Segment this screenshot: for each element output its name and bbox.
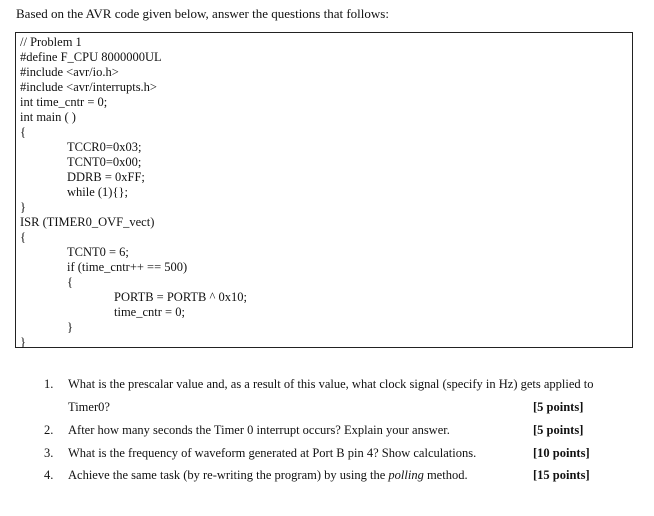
code-line: // Problem 1 — [20, 35, 82, 49]
code-line: ISR (TIMER0_OVF_vect) — [20, 215, 155, 229]
question-text: What is the prescalar value and, as a result of this value, what clock signal (specify in Hz) gets applied to — [68, 377, 594, 391]
code-line: #define F_CPU 8000000UL — [20, 50, 162, 64]
code-line: #include <avr/io.h> — [20, 65, 119, 79]
code-line: PORTB = PORTB ^ 0x10; — [114, 290, 247, 304]
code-block — [15, 32, 633, 348]
code-line: if (time_cntr++ == 500) — [67, 260, 188, 274]
intro-text: Based on the AVR code given below, answer the questions that follows: — [16, 6, 389, 21]
code-line: DDRB = 0xFF; — [67, 170, 145, 184]
question-number: 1. — [44, 377, 54, 391]
code-line: TCNT0=0x00; — [67, 155, 142, 169]
emphasis-polling: polling — [388, 468, 424, 482]
question-points: [5 points] — [533, 400, 584, 414]
question-number: 3. — [44, 446, 54, 460]
question-text-continued: Timer0? — [68, 400, 110, 414]
code-line: } — [20, 335, 26, 349]
code-line: int time_cntr = 0; — [20, 95, 108, 109]
question-text-part: Achieve the same task (by re-writing the program) by using the — [68, 468, 389, 482]
question-points: [5 points] — [533, 423, 584, 437]
code-line: } — [67, 320, 73, 334]
code-line: time_cntr = 0; — [114, 305, 185, 319]
question-text: What is the frequency of waveform generated at Port B pin 4? Show calculations. — [68, 446, 477, 460]
question-points: [10 points] — [533, 446, 590, 460]
question-points: [15 points] — [533, 468, 590, 482]
question-text: After how many seconds the Timer 0 interrupt occurs? Explain your answer. — [68, 423, 450, 437]
code-line: while (1){}; — [67, 185, 128, 199]
code-line: { — [20, 125, 26, 139]
question-number: 2. — [44, 423, 54, 437]
question-text-part: method. — [423, 468, 468, 482]
code-line: #include <avr/interrupts.h> — [20, 80, 157, 94]
code-line: { — [67, 275, 73, 289]
code-line: { — [20, 230, 26, 244]
code-line: } — [20, 200, 26, 214]
code-line: int main ( ) — [20, 110, 76, 124]
code-line: TCCR0=0x03; — [67, 140, 142, 154]
question-number: 4. — [44, 468, 54, 482]
question-text — [68, 468, 468, 482]
code-line: TCNT0 = 6; — [67, 245, 129, 259]
